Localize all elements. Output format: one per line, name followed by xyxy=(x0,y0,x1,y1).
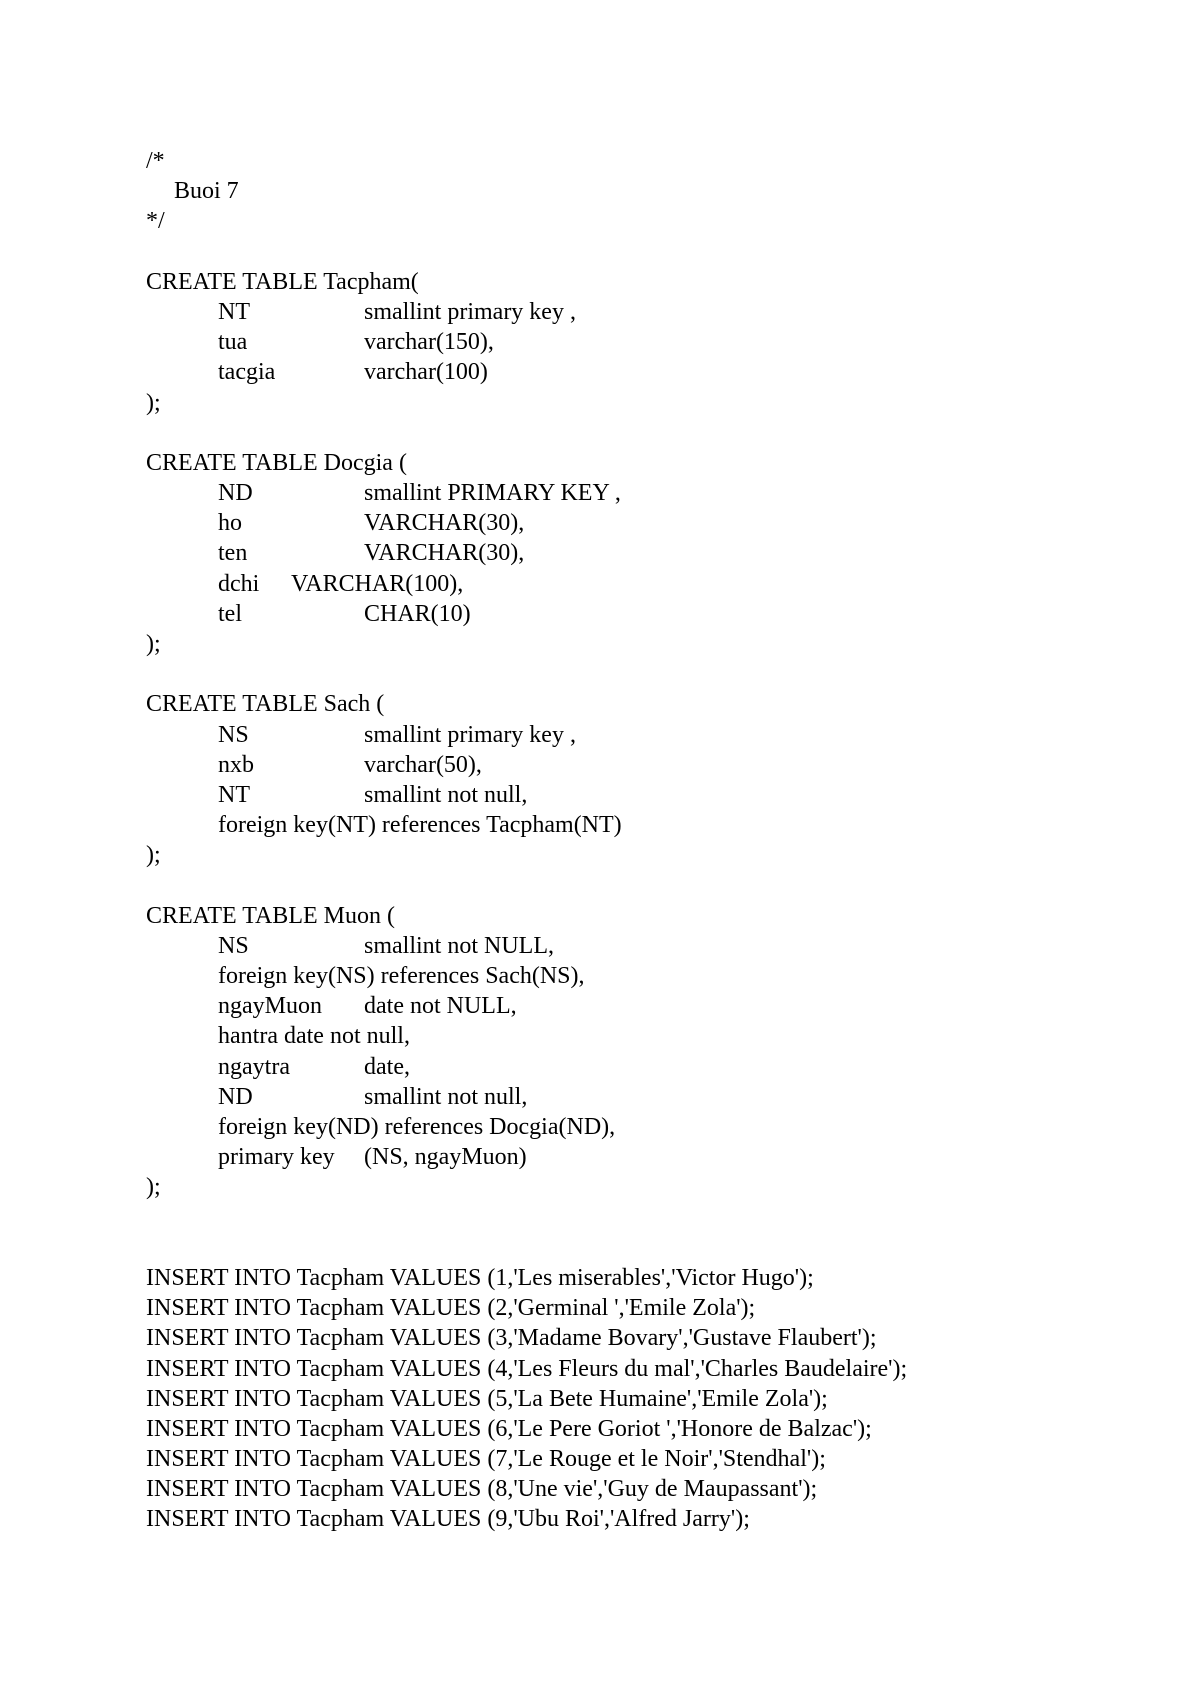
column-def xyxy=(146,357,1166,387)
column-def xyxy=(146,991,1166,1021)
insert-statement: INSERT INTO Tacpham VALUES (1,'Les miserables','Victor Hugo'); xyxy=(146,1264,814,1291)
column-name: ND xyxy=(218,1083,253,1110)
column-type: date, xyxy=(364,1053,410,1080)
column-def xyxy=(146,780,1166,810)
column-name: primary key xyxy=(218,1144,335,1171)
column-def xyxy=(146,297,1166,327)
comment-title: Buoi 7 xyxy=(174,178,239,205)
insert-statement: INSERT INTO Tacpham VALUES (5,'La Bete Humaine','Emile Zola'); xyxy=(146,1385,828,1412)
spacer xyxy=(146,1203,1166,1263)
column-type: smallint primary key , xyxy=(364,721,576,748)
column-type: VARCHAR(30), xyxy=(364,510,525,537)
column-def xyxy=(146,1082,1166,1112)
column-type: smallint not NULL, xyxy=(364,932,554,959)
sql-code-block xyxy=(146,146,1166,1535)
foreign-key-def: foreign key(NS) references Sach(NS), xyxy=(218,963,585,990)
column-name: NS xyxy=(218,721,249,748)
insert-statement: INSERT INTO Tacpham VALUES (7,'Le Rouge et le Noir','Stendhal'); xyxy=(146,1446,826,1473)
foreign-key-def: foreign key(NT) references Tacpham(NT) xyxy=(218,812,622,839)
table-end: ); xyxy=(146,842,161,869)
column-def xyxy=(146,569,1166,599)
create-table-sach: CREATE TABLE Sach ( xyxy=(146,691,385,718)
column-name: NS xyxy=(218,932,249,959)
column-type: varchar(150), xyxy=(364,329,494,356)
spacer xyxy=(146,659,1166,689)
column-name: tel xyxy=(218,600,242,627)
table-end: ); xyxy=(146,1174,161,1201)
column-type: varchar(50), xyxy=(364,751,482,778)
spacer xyxy=(146,418,1166,448)
column-name: ho xyxy=(218,510,242,537)
column-def xyxy=(146,508,1166,538)
insert-statement: INSERT INTO Tacpham VALUES (8,'Une vie','Guy de Maupassant'); xyxy=(146,1476,818,1503)
column-name: tacgia xyxy=(218,359,276,386)
column-def xyxy=(146,750,1166,780)
column-name: nxb xyxy=(218,751,254,778)
insert-statement: INSERT INTO Tacpham VALUES (3,'Madame Bovary','Gustave Flaubert'); xyxy=(146,1325,877,1352)
column-type: (NS, ngayMuon) xyxy=(364,1144,527,1171)
column-def xyxy=(146,327,1166,357)
column-type: smallint not null, xyxy=(364,781,528,808)
column-name: NT xyxy=(218,781,250,808)
primary-key-def xyxy=(146,1142,1166,1172)
spacer xyxy=(146,871,1166,901)
create-table-muon: CREATE TABLE Muon ( xyxy=(146,902,395,929)
column-type: smallint PRIMARY KEY , xyxy=(364,480,621,507)
column-type: VARCHAR(100), xyxy=(291,570,464,597)
column-def xyxy=(146,720,1166,750)
column-def-inline: hantra date not null, xyxy=(218,1023,410,1050)
column-name: tua xyxy=(218,329,248,356)
insert-statement: INSERT INTO Tacpham VALUES (2,'Germinal ','Emile Zola'); xyxy=(146,1295,756,1322)
comment-close: */ xyxy=(146,208,165,235)
column-def xyxy=(146,599,1166,629)
table-end: ); xyxy=(146,631,161,657)
table-end: ); xyxy=(146,389,161,416)
foreign-key-def: foreign key(ND) references Docgia(ND), xyxy=(218,1114,616,1140)
column-name: ND xyxy=(218,480,253,507)
insert-statement: INSERT INTO Tacpham VALUES (4,'Les Fleurs du mal','Charles Baudelaire'); xyxy=(146,1355,908,1382)
column-name: ten xyxy=(218,540,248,567)
column-type: smallint not null, xyxy=(364,1083,528,1110)
spacer xyxy=(146,237,1166,267)
column-def xyxy=(146,538,1166,568)
comment-open: /* xyxy=(146,148,165,174)
column-type: date not NULL, xyxy=(364,993,517,1020)
column-name: NT xyxy=(218,298,250,325)
create-table-docgia: CREATE TABLE Docgia ( xyxy=(146,449,407,476)
column-def xyxy=(146,931,1166,961)
column-def xyxy=(146,478,1166,508)
column-type: varchar(100) xyxy=(364,359,488,386)
column-type: CHAR(10) xyxy=(364,600,471,627)
create-table-tacpham: CREATE TABLE Tacpham( xyxy=(146,268,419,295)
column-name: ngaytra xyxy=(218,1053,290,1080)
column-type: VARCHAR(30), xyxy=(364,540,525,567)
column-def xyxy=(146,1052,1166,1082)
insert-statement: INSERT INTO Tacpham VALUES (9,'Ubu Roi','Alfred Jarry'); xyxy=(146,1506,750,1533)
column-name: dchi xyxy=(218,570,260,597)
column-type: smallint primary key , xyxy=(364,298,576,325)
insert-statement: INSERT INTO Tacpham VALUES (6,'Le Pere Goriot ','Honore de Balzac'); xyxy=(146,1415,872,1442)
column-name: ngayMuon xyxy=(218,993,322,1020)
